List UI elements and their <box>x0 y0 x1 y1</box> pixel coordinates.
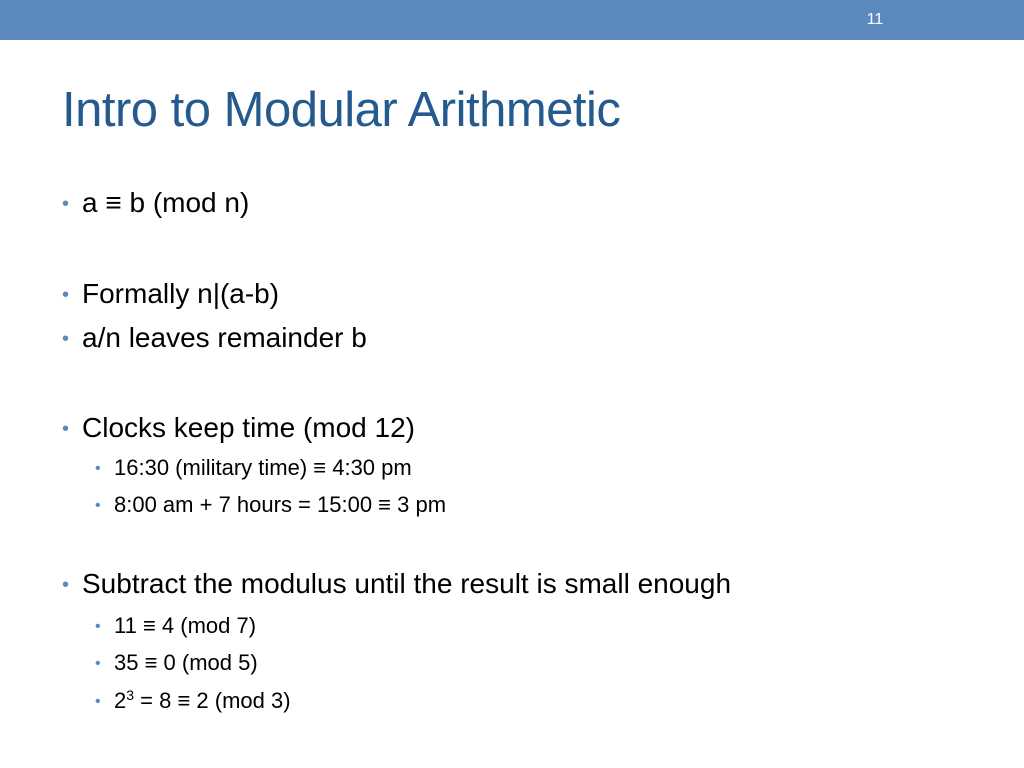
bullet-text: Clocks keep time (mod 12) <box>82 412 416 443</box>
bullet-dot-icon: • <box>62 574 70 596</box>
bullet-formally <box>62 278 280 310</box>
bullet-text: a/n leaves remainder b <box>82 322 367 353</box>
slide-title: Intro to Modular Arithmetic <box>62 83 621 137</box>
sub-bullet-military-time <box>95 455 412 481</box>
bullet-dot-icon: • <box>95 497 101 514</box>
bullet-dot-icon: • <box>95 460 101 477</box>
bullet-dot-icon: • <box>95 655 101 672</box>
bullet-text: 35 ≡ 0 (mod 5) <box>114 650 258 675</box>
bullet-text: 16:30 (military time) ≡ 4:30 pm <box>114 455 412 480</box>
slide-number: 11 <box>866 11 884 28</box>
bullet-dot-icon: • <box>62 193 70 215</box>
bullet-dot-icon: • <box>62 284 70 306</box>
bullet-subtract-modulus <box>62 568 732 600</box>
bullet-congruence <box>62 187 250 219</box>
bullet-text: a ≡ b (mod n) <box>82 187 250 218</box>
bullet-text-base: 2 <box>114 688 127 713</box>
bullet-text-exponent: 3 <box>126 687 135 703</box>
bullet-text-rest: = 8 ≡ 2 (mod 3) <box>134 688 291 713</box>
bullet-text: Subtract the modulus until the result is small enough <box>82 568 732 599</box>
bullet-remainder <box>62 322 367 354</box>
sub-bullet-hours <box>95 492 447 518</box>
bullet-dot-icon: • <box>62 328 70 350</box>
bullet-dot-icon: • <box>95 693 101 710</box>
bullet-text: 11 ≡ 4 (mod 7) <box>114 613 257 638</box>
bullet-dot-icon: • <box>62 418 70 440</box>
bullet-text: 8:00 am + 7 hours = 15:00 ≡ 3 pm <box>114 492 447 517</box>
bullet-dot-icon: • <box>95 618 101 635</box>
bullet-text: Formally n|(a-b) <box>82 278 280 309</box>
sub-bullet-example-35 <box>95 650 258 676</box>
sub-bullet-example-11 <box>95 613 257 639</box>
sub-bullet-example-power <box>95 687 291 714</box>
bullet-clocks <box>62 412 416 444</box>
